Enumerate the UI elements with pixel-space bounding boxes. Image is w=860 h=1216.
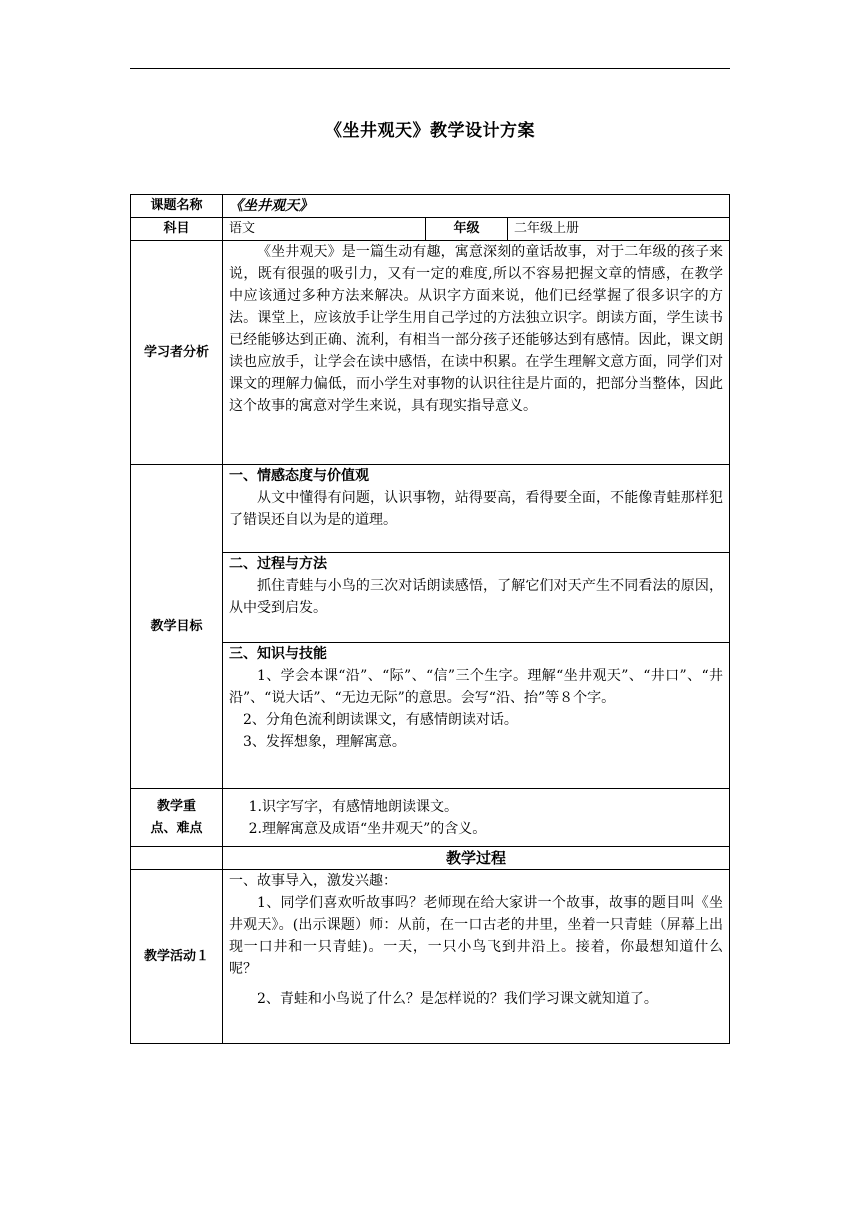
goal2-cell xyxy=(223,553,730,643)
goal2-text: 抓住青蛙与小鸟的三次对话朗读感悟，了解它们对天产生不同看法的原因，从中受到启发。 xyxy=(229,578,724,616)
activity1-row xyxy=(131,870,730,1044)
activity1-heading: 一、故事导入，激发兴趣： xyxy=(229,873,397,889)
goal3-item-2: 2、分角色流利朗读课文，有感情朗读对话。 xyxy=(243,712,518,728)
lesson-plan-table xyxy=(130,194,730,1044)
goal3-cell xyxy=(223,643,730,789)
activity1-cell xyxy=(223,870,730,1044)
process-header: 教学过程 xyxy=(223,847,730,870)
grade-label: 年级 xyxy=(426,218,508,241)
key-cell xyxy=(223,789,730,847)
activity1-label: 教学活动１ xyxy=(131,870,223,1044)
learner-row xyxy=(131,241,730,465)
key-label-text: 教学重点、难点 xyxy=(150,798,203,836)
key-item-1: 1.识字写字，有感情地朗读课文。 xyxy=(248,798,458,815)
goals-label: 教学目标 xyxy=(131,465,223,789)
key-item-2: 2.理解寓意及成语“坐井观天”的含义。 xyxy=(248,820,487,837)
learner-label: 学习者分析 xyxy=(131,241,223,465)
grade-value: 二年级上册 xyxy=(508,218,730,241)
activity1-paragraph-2: 2、青蛙和小鸟说了什么？是怎样说的？我们学习课文就知道了。 xyxy=(257,991,658,1007)
learner-cell xyxy=(223,241,730,465)
header-rule xyxy=(130,68,730,69)
subject-label: 科目 xyxy=(131,218,223,241)
process-blank-cell xyxy=(131,847,223,870)
topic-value: 《坐井观天》 xyxy=(223,195,730,218)
activity1-paragraph-1: 1、同学们喜欢听故事吗？老师现在给大家讲一个故事，故事的题目叫《坐井观天》。(出示课题）师：从前，在一口古老的井里，坐着一只青蛙（屏幕上出现一口井和一只青蛙)。一天，一只小鸟飞到井沿上。接着，你最想知道什么呢？ xyxy=(229,895,724,977)
goal3-item-1: 1、学会本课“沿”、“际”、“信”三个生字。理解“坐井观天”、“井口”、“井沿”、“说大话”、“无边无际”的意思。会写“沿、抬”等８个字。 xyxy=(229,668,724,706)
goal3-item-3: 3、发挥想象，理解寓意。 xyxy=(243,734,406,750)
goal1-heading: 一、情感态度与价值观 xyxy=(229,468,369,484)
key-row xyxy=(131,789,730,847)
goal1-row xyxy=(131,465,730,553)
goal1-cell xyxy=(223,465,730,553)
subject-row xyxy=(131,218,730,241)
goal2-heading: 二、过程与方法 xyxy=(229,556,327,572)
topic-label: 课题名称 xyxy=(131,195,223,218)
document-title: 《坐井观天》教学设计方案 xyxy=(325,121,535,141)
topic-row xyxy=(131,195,730,218)
goal3-heading: 三、知识与技能 xyxy=(229,646,327,662)
goal1-text: 从文中懂得有问题，认识事物，站得要高，看得要全面，不能像青蛙那样犯了错误还自以为是的道理。 xyxy=(229,490,724,528)
process-header-row xyxy=(131,847,730,870)
learner-text: 《坐井观天》是一篇生动有趣，寓意深刻的童话故事，对于二年级的孩子来说，既有很强的吸引力，又有一定的难度,所以不容易把握文章的情感，在教学中应该通过多种方法来解决。从识字方面来说，他们已经掌握了很多识字的方法。课堂上，应该放手让学生用自己学过的方法独立识字。朗读方面，学生读书已经能够达到正确、流利，有相当一部分孩子还能够达到有感情。因此，课文朗读也应放手，让学会在读中感悟，在读中积累。在学生理解文意方面，同学们对课文的理解力偏低，而小学生对事物的认识往往是片面的，把部分当整体，因此这个故事的寓意对学生来说，具有现实指导意义。 xyxy=(229,244,724,414)
key-label xyxy=(131,789,223,847)
subject-value: 语文 xyxy=(223,218,426,241)
